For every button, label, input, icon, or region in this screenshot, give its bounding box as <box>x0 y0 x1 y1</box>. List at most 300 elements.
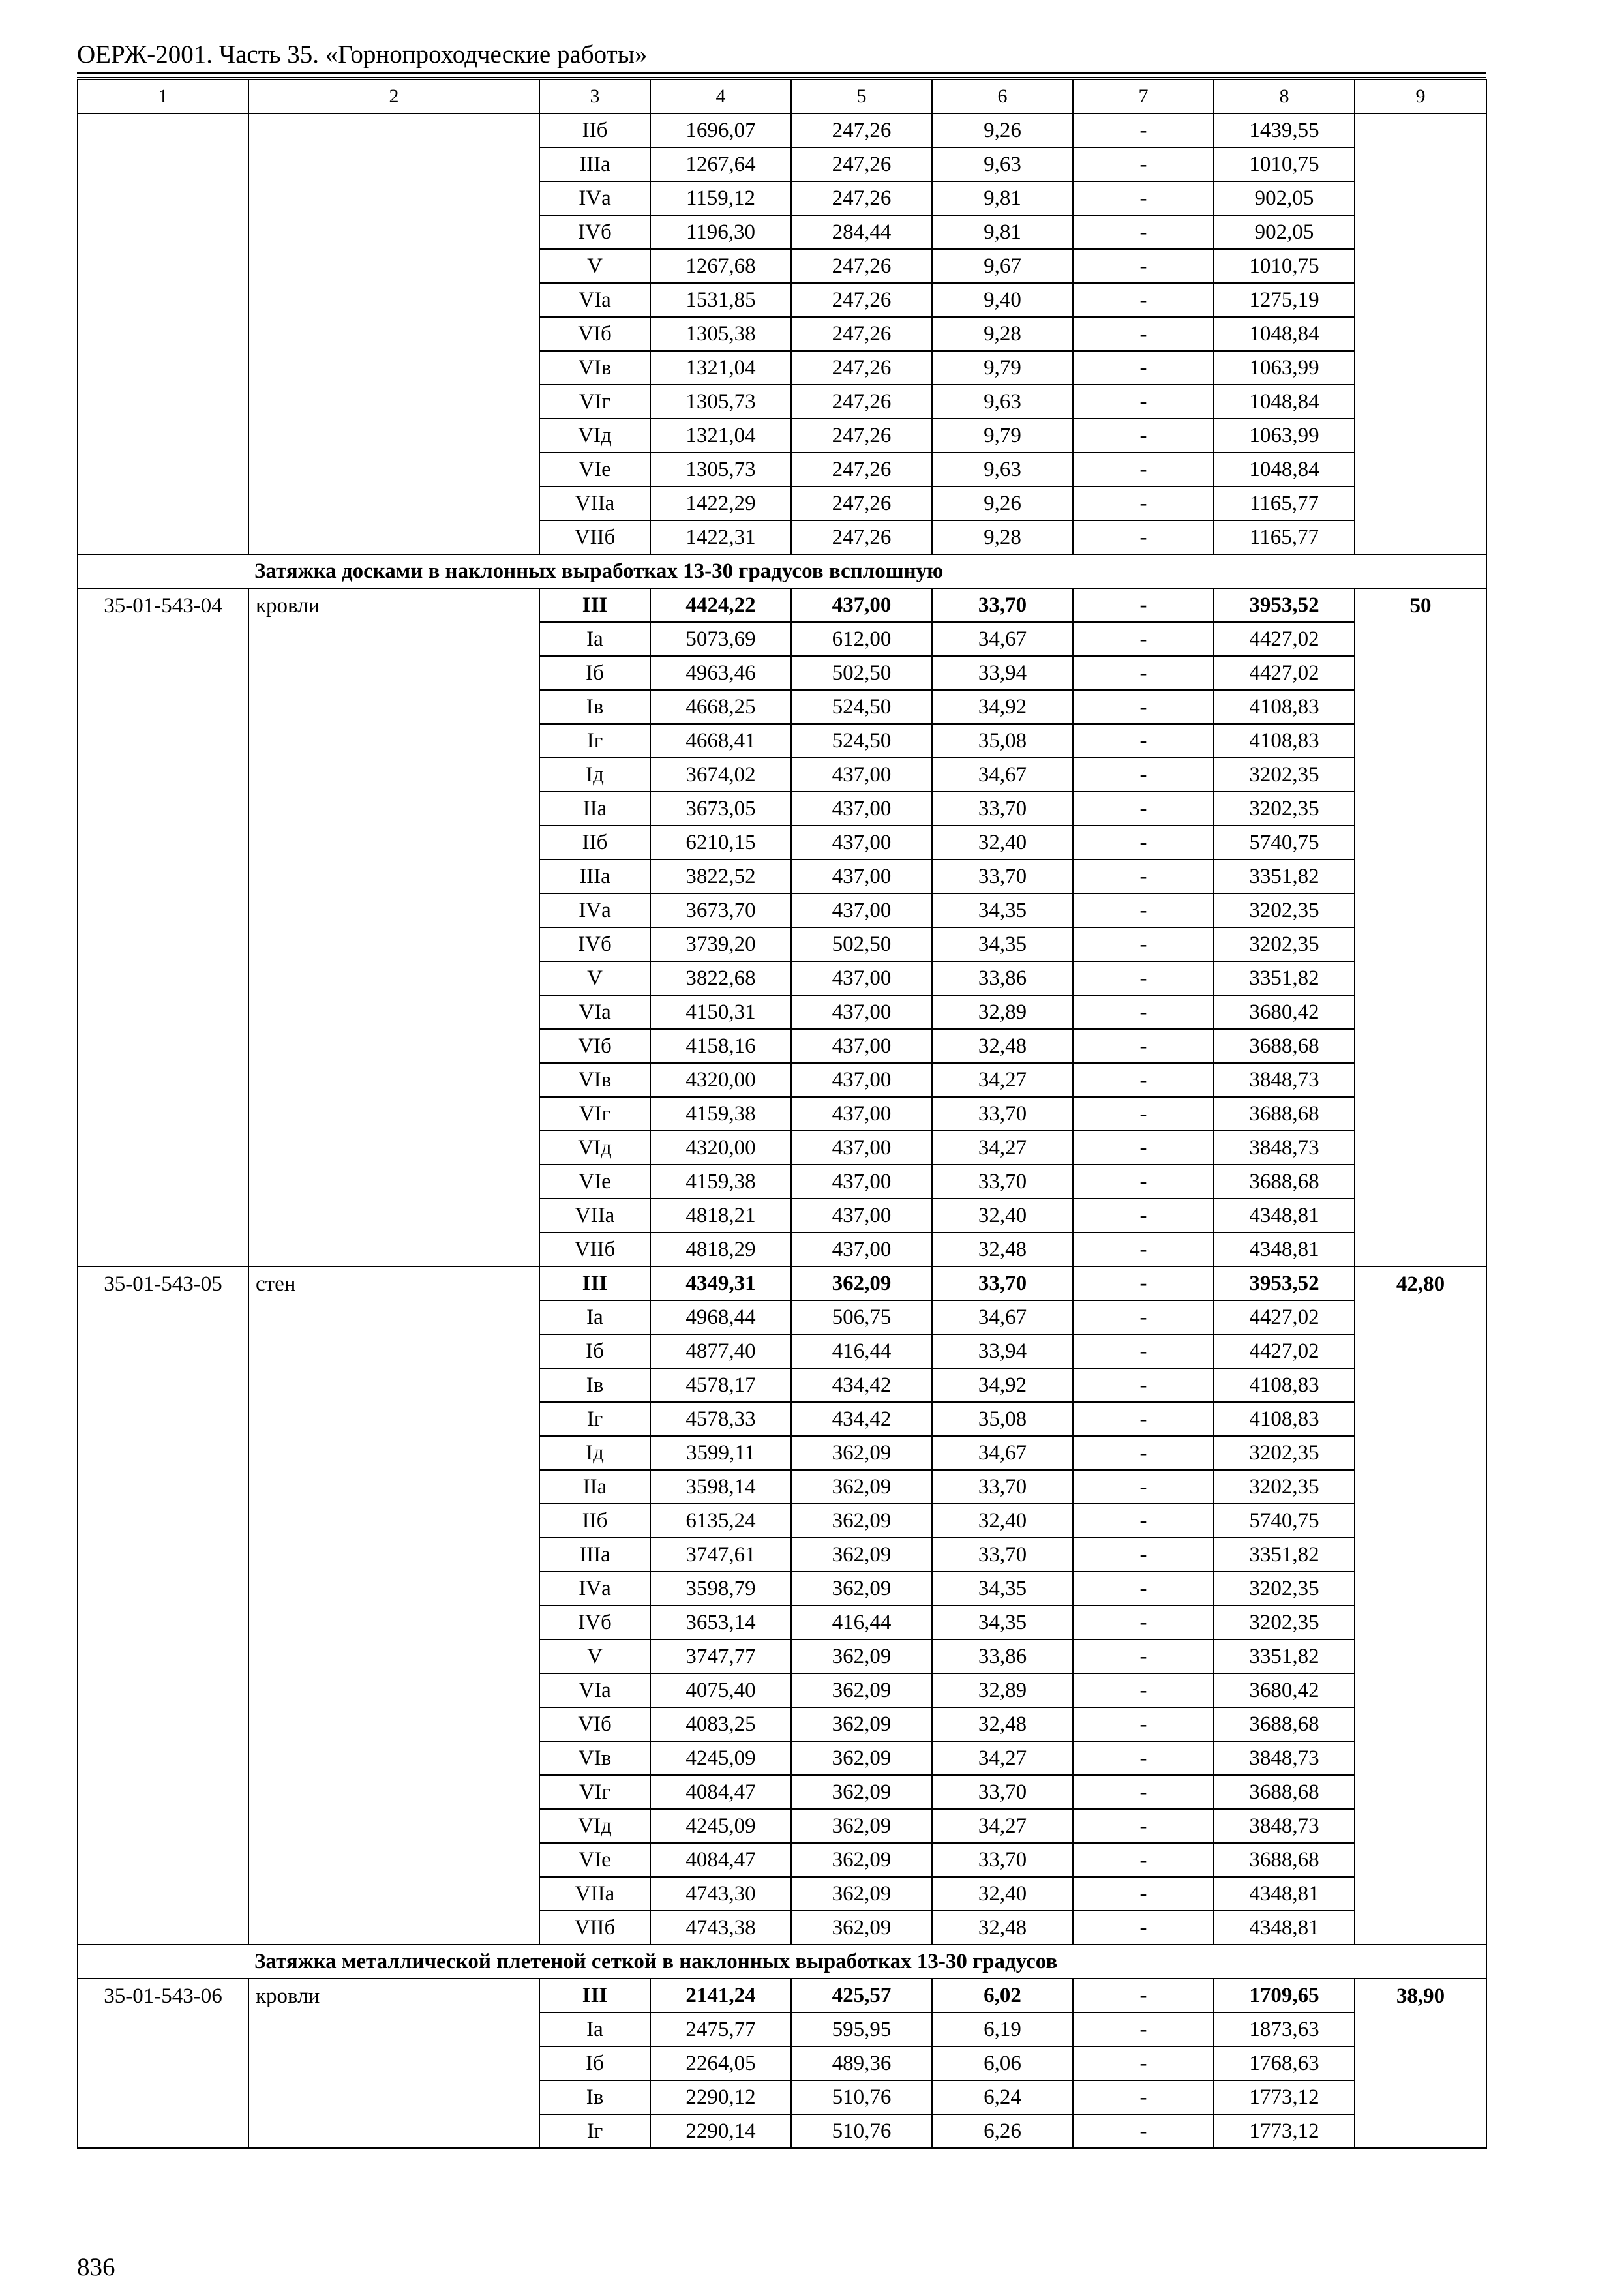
zone-cell: VIд <box>539 419 650 453</box>
extra-value-cell <box>1355 1233 1486 1266</box>
work-name-cell <box>248 1029 539 1063</box>
table-row <box>78 961 1486 995</box>
value-cell: 32,40 <box>932 1877 1073 1911</box>
column-number: 4 <box>650 80 791 113</box>
extra-value-cell <box>1355 724 1486 758</box>
value-cell: 6210,15 <box>650 826 791 860</box>
extra-value-cell <box>1355 1843 1486 1877</box>
rate-code-cell <box>78 283 248 317</box>
header-rule-thin <box>77 77 1486 78</box>
value-cell: 425,57 <box>791 1979 932 2012</box>
zone-cell: IVб <box>539 215 650 249</box>
value-cell: 4877,40 <box>650 1334 791 1368</box>
value-cell: - <box>1073 1063 1214 1097</box>
table-row <box>78 385 1486 419</box>
rate-code-cell <box>78 2080 248 2114</box>
value-cell: 437,00 <box>791 1097 932 1131</box>
table-row <box>78 1979 1486 2012</box>
value-cell: - <box>1073 1334 1214 1368</box>
rate-code-cell <box>78 860 248 893</box>
zone-cell: III <box>539 588 650 622</box>
rate-code-cell <box>78 1063 248 1097</box>
value-cell: 1048,84 <box>1214 317 1355 351</box>
value-cell: 1873,63 <box>1214 2012 1355 2046</box>
extra-value-cell <box>1355 1673 1486 1707</box>
extra-value-cell <box>1355 351 1486 385</box>
value-cell: 3848,73 <box>1214 1741 1355 1775</box>
work-name-cell <box>248 860 539 893</box>
rate-code-cell <box>78 113 248 147</box>
rate-code-cell <box>78 690 248 724</box>
value-cell: - <box>1073 1877 1214 1911</box>
value-cell: - <box>1073 860 1214 893</box>
zone-cell: Iв <box>539 690 650 724</box>
value-cell: - <box>1073 927 1214 961</box>
zone-cell: VIе <box>539 1843 650 1877</box>
rate-code-cell <box>78 1233 248 1266</box>
value-cell: 1422,31 <box>650 520 791 554</box>
rates-table <box>77 79 1487 2149</box>
zone-cell: IIIа <box>539 147 650 181</box>
rate-code-cell <box>78 1572 248 1606</box>
value-cell: 34,27 <box>932 1809 1073 1843</box>
value-cell: 3848,73 <box>1214 1063 1355 1097</box>
rate-code-cell <box>78 758 248 792</box>
work-name-cell <box>248 113 539 147</box>
zone-cell: VIг <box>539 385 650 419</box>
work-name-cell: кровли <box>248 588 539 622</box>
extra-value-cell <box>1355 1165 1486 1199</box>
table-row <box>78 1334 1486 1368</box>
zone-cell: IVа <box>539 893 650 927</box>
value-cell: 3688,68 <box>1214 1775 1355 1809</box>
table-row <box>78 826 1486 860</box>
value-cell: 4075,40 <box>650 1673 791 1707</box>
column-number: 1 <box>78 80 248 113</box>
rate-code-cell <box>78 351 248 385</box>
value-cell: - <box>1073 2012 1214 2046</box>
work-name-cell <box>248 690 539 724</box>
rate-code-cell <box>78 995 248 1029</box>
value-cell: 437,00 <box>791 893 932 927</box>
table-row <box>78 1402 1486 1436</box>
value-cell: 2290,12 <box>650 2080 791 2114</box>
value-cell: - <box>1073 2046 1214 2080</box>
value-cell: 247,26 <box>791 317 932 351</box>
value-cell: 4084,47 <box>650 1843 791 1877</box>
value-cell: 1773,12 <box>1214 2114 1355 2148</box>
rate-code-cell <box>78 486 248 520</box>
extra-value-cell <box>1355 927 1486 961</box>
value-cell: 4348,81 <box>1214 1199 1355 1233</box>
rate-code-cell <box>78 1402 248 1436</box>
rate-code-cell: 35-01-543-06 <box>78 1979 248 2012</box>
value-cell: 1010,75 <box>1214 147 1355 181</box>
value-cell: - <box>1073 724 1214 758</box>
value-cell: 247,26 <box>791 113 932 147</box>
value-cell: 9,26 <box>932 486 1073 520</box>
table-row <box>78 249 1486 283</box>
extra-value-cell <box>1355 1741 1486 1775</box>
rate-code-cell <box>78 927 248 961</box>
rate-code-cell <box>78 1673 248 1707</box>
value-cell: 32,48 <box>932 1029 1073 1063</box>
zone-cell: Iб <box>539 656 650 690</box>
value-cell: - <box>1073 961 1214 995</box>
work-name-cell <box>248 1131 539 1165</box>
value-cell: 284,44 <box>791 215 932 249</box>
extra-value-cell <box>1355 961 1486 995</box>
work-name-cell <box>248 385 539 419</box>
value-cell: - <box>1073 215 1214 249</box>
zone-cell: VIIа <box>539 486 650 520</box>
value-cell: 3822,52 <box>650 860 791 893</box>
extra-value-cell <box>1355 520 1486 554</box>
rate-code-cell <box>78 520 248 554</box>
extra-value-cell <box>1355 1572 1486 1606</box>
zone-cell: VIд <box>539 1809 650 1843</box>
value-cell: 4424,22 <box>650 588 791 622</box>
value-cell: 3598,14 <box>650 1470 791 1504</box>
value-cell: - <box>1073 1504 1214 1538</box>
value-cell: - <box>1073 656 1214 690</box>
rate-code-cell <box>78 1606 248 1639</box>
value-cell: 362,09 <box>791 1470 932 1504</box>
value-cell: 510,76 <box>791 2080 932 2114</box>
value-cell: 3202,35 <box>1214 1572 1355 1606</box>
value-cell: - <box>1073 893 1214 927</box>
table-row <box>78 2046 1486 2080</box>
work-name-cell <box>248 1504 539 1538</box>
table-row <box>78 1300 1486 1334</box>
value-cell: 33,86 <box>932 1639 1073 1673</box>
value-cell: 3680,42 <box>1214 1673 1355 1707</box>
value-cell: 247,26 <box>791 249 932 283</box>
zone-cell: Iд <box>539 1436 650 1470</box>
table-row <box>78 995 1486 1029</box>
table-row <box>78 2012 1486 2046</box>
value-cell: - <box>1073 1131 1214 1165</box>
value-cell: 4427,02 <box>1214 1334 1355 1368</box>
value-cell: 4427,02 <box>1214 622 1355 656</box>
table-row <box>78 656 1486 690</box>
value-cell: 33,70 <box>932 1097 1073 1131</box>
value-cell: - <box>1073 283 1214 317</box>
value-cell: 33,70 <box>932 1470 1073 1504</box>
zone-cell: Iд <box>539 758 650 792</box>
value-cell: 362,09 <box>791 1639 932 1673</box>
table-row <box>78 1538 1486 1572</box>
zone-cell: VIе <box>539 453 650 486</box>
value-cell: 437,00 <box>791 860 932 893</box>
rate-code-cell <box>78 1436 248 1470</box>
table-row <box>78 690 1486 724</box>
value-cell: 3822,68 <box>650 961 791 995</box>
section-heading: Затяжка досками в наклонных выработках 13-30 градусов всплошную <box>78 554 1486 588</box>
value-cell: 2264,05 <box>650 2046 791 2080</box>
value-cell: 32,48 <box>932 1707 1073 1741</box>
work-name-cell <box>248 181 539 215</box>
zone-cell: Iа <box>539 1300 650 1334</box>
value-cell: - <box>1073 758 1214 792</box>
value-cell: 437,00 <box>791 758 932 792</box>
value-cell: 2475,77 <box>650 2012 791 2046</box>
work-name-cell <box>248 1199 539 1233</box>
table-row <box>78 1131 1486 1165</box>
value-cell: 437,00 <box>791 588 932 622</box>
work-name-cell <box>248 147 539 181</box>
rate-code-cell <box>78 961 248 995</box>
work-name-cell <box>248 792 539 826</box>
rate-code-cell <box>78 385 248 419</box>
table-row <box>78 860 1486 893</box>
value-cell: 34,35 <box>932 1572 1073 1606</box>
extra-value-cell <box>1355 181 1486 215</box>
value-cell: 33,94 <box>932 1334 1073 1368</box>
value-cell: 524,50 <box>791 724 932 758</box>
value-cell: - <box>1073 1199 1214 1233</box>
zone-cell: IIа <box>539 1470 650 1504</box>
zone-cell: Iб <box>539 1334 650 1368</box>
extra-value-cell <box>1355 792 1486 826</box>
work-name-cell: кровли <box>248 1979 539 2012</box>
value-cell: 3953,52 <box>1214 588 1355 622</box>
value-cell: 362,09 <box>791 1741 932 1775</box>
zone-cell: VIа <box>539 283 650 317</box>
table-row <box>78 758 1486 792</box>
value-cell: 4963,46 <box>650 656 791 690</box>
value-cell: 3202,35 <box>1214 893 1355 927</box>
value-cell: 3598,79 <box>650 1572 791 1606</box>
zone-cell: IVа <box>539 181 650 215</box>
table-row <box>78 1572 1486 1606</box>
value-cell: 362,09 <box>791 1572 932 1606</box>
value-cell: 9,79 <box>932 419 1073 453</box>
rate-code-cell <box>78 181 248 215</box>
zone-cell: VIIа <box>539 1199 650 1233</box>
extra-value-cell <box>1355 453 1486 486</box>
value-cell: 437,00 <box>791 1165 932 1199</box>
value-cell: 434,42 <box>791 1368 932 1402</box>
table-row <box>78 1673 1486 1707</box>
value-cell: 4427,02 <box>1214 656 1355 690</box>
column-number: 2 <box>248 80 539 113</box>
zone-cell: VIб <box>539 1029 650 1063</box>
value-cell: 4245,09 <box>650 1741 791 1775</box>
work-name-cell <box>248 1843 539 1877</box>
value-cell: - <box>1073 385 1214 419</box>
value-cell: 1439,55 <box>1214 113 1355 147</box>
work-name-cell <box>248 1809 539 1843</box>
value-cell: - <box>1073 317 1214 351</box>
extra-value-cell <box>1355 1402 1486 1436</box>
rate-code-cell <box>78 656 248 690</box>
rate-code-cell <box>78 1368 248 1402</box>
zone-cell: VIб <box>539 1707 650 1741</box>
value-cell: 362,09 <box>791 1266 932 1300</box>
rate-code-cell <box>78 1707 248 1741</box>
value-cell: 4743,38 <box>650 1911 791 1945</box>
value-cell: 9,63 <box>932 147 1073 181</box>
extra-value-cell <box>1355 1606 1486 1639</box>
value-cell: 33,70 <box>932 792 1073 826</box>
value-cell: 437,00 <box>791 961 932 995</box>
rate-code-cell <box>78 724 248 758</box>
value-cell: 416,44 <box>791 1606 932 1639</box>
value-cell: 9,63 <box>932 453 1073 486</box>
value-cell: 3202,35 <box>1214 1470 1355 1504</box>
value-cell: 3953,52 <box>1214 1266 1355 1300</box>
value-cell: 437,00 <box>791 826 932 860</box>
work-name-cell <box>248 1775 539 1809</box>
column-number: 5 <box>791 80 932 113</box>
value-cell: 3351,82 <box>1214 860 1355 893</box>
value-cell: 4108,83 <box>1214 690 1355 724</box>
value-cell: - <box>1073 520 1214 554</box>
value-cell: 247,26 <box>791 419 932 453</box>
zone-cell: III <box>539 1266 650 1300</box>
work-name-cell <box>248 351 539 385</box>
extra-value-cell <box>1355 1300 1486 1334</box>
work-name-cell <box>248 1233 539 1266</box>
value-cell: 4108,83 <box>1214 1368 1355 1402</box>
work-name-cell <box>248 2080 539 2114</box>
value-cell: 489,36 <box>791 2046 932 2080</box>
value-cell: 3202,35 <box>1214 792 1355 826</box>
value-cell: 3747,77 <box>650 1639 791 1673</box>
work-name-cell <box>248 1300 539 1334</box>
extra-value-cell <box>1355 1368 1486 1402</box>
table-row <box>78 1199 1486 1233</box>
rate-code-cell <box>78 1877 248 1911</box>
value-cell: 34,92 <box>932 690 1073 724</box>
value-cell: - <box>1073 2080 1214 2114</box>
work-name-cell <box>248 1402 539 1436</box>
value-cell: 247,26 <box>791 486 932 520</box>
value-cell: 1063,99 <box>1214 351 1355 385</box>
value-cell: 5740,75 <box>1214 1504 1355 1538</box>
value-cell: 3202,35 <box>1214 758 1355 792</box>
value-cell: - <box>1073 1029 1214 1063</box>
value-cell: 34,35 <box>932 927 1073 961</box>
value-cell: 1048,84 <box>1214 385 1355 419</box>
value-cell: 33,70 <box>932 1538 1073 1572</box>
value-cell: 9,40 <box>932 283 1073 317</box>
value-cell: 3673,70 <box>650 893 791 927</box>
zone-cell: IVа <box>539 1572 650 1606</box>
value-cell: 9,63 <box>932 385 1073 419</box>
value-cell: 9,81 <box>932 215 1073 249</box>
value-cell: 416,44 <box>791 1334 932 1368</box>
work-name-cell <box>248 724 539 758</box>
value-cell: 1305,73 <box>650 453 791 486</box>
value-cell: 35,08 <box>932 1402 1073 1436</box>
table-row <box>78 792 1486 826</box>
value-cell: 1165,77 <box>1214 520 1355 554</box>
rate-code-cell <box>78 1639 248 1673</box>
table-row <box>78 520 1486 554</box>
work-name-cell <box>248 283 539 317</box>
zone-cell: IIб <box>539 1504 650 1538</box>
extra-value-cell <box>1355 690 1486 724</box>
value-cell: 4578,17 <box>650 1368 791 1402</box>
column-number: 8 <box>1214 80 1355 113</box>
value-cell: 9,28 <box>932 317 1073 351</box>
value-cell: 32,89 <box>932 1673 1073 1707</box>
table-row <box>78 1639 1486 1673</box>
extra-value-cell <box>1355 147 1486 181</box>
value-cell: - <box>1073 1165 1214 1199</box>
work-name-cell <box>248 1470 539 1504</box>
rate-code-cell <box>78 1809 248 1843</box>
work-name-cell <box>248 2046 539 2080</box>
value-cell: 524,50 <box>791 690 932 724</box>
value-cell: 34,67 <box>932 758 1073 792</box>
extra-value-cell <box>1355 283 1486 317</box>
value-cell: - <box>1073 792 1214 826</box>
value-cell: - <box>1073 1741 1214 1775</box>
extra-value-cell <box>1355 249 1486 283</box>
work-name-cell <box>248 893 539 927</box>
value-cell: 1709,65 <box>1214 1979 1355 2012</box>
work-name-cell <box>248 1436 539 1470</box>
rate-code-cell <box>78 622 248 656</box>
value-cell: 3673,05 <box>650 792 791 826</box>
extra-value-cell <box>1355 656 1486 690</box>
zone-cell: IIIа <box>539 1538 650 1572</box>
table-row <box>78 893 1486 927</box>
zone-cell: Iв <box>539 1368 650 1402</box>
zone-cell: VIг <box>539 1775 650 1809</box>
value-cell: 5073,69 <box>650 622 791 656</box>
value-cell: - <box>1073 1300 1214 1334</box>
value-cell: 502,50 <box>791 656 932 690</box>
table-row <box>78 113 1486 147</box>
rate-code-cell <box>78 1504 248 1538</box>
extra-value-cell <box>1355 1063 1486 1097</box>
rate-code-cell <box>78 419 248 453</box>
table-row <box>78 181 1486 215</box>
extra-value-cell: 42,80 <box>1355 1266 1486 1300</box>
value-cell: 3739,20 <box>650 927 791 961</box>
rate-code-cell <box>78 1775 248 1809</box>
value-cell: 4159,38 <box>650 1097 791 1131</box>
value-cell: 437,00 <box>791 1199 932 1233</box>
column-number: 6 <box>932 80 1073 113</box>
header-rule-thick <box>77 72 1486 74</box>
extra-value-cell <box>1355 1470 1486 1504</box>
value-cell: 247,26 <box>791 351 932 385</box>
value-cell: 33,70 <box>932 860 1073 893</box>
zone-cell: VIд <box>539 1131 650 1165</box>
work-name-cell <box>248 2114 539 2148</box>
work-name-cell <box>248 1572 539 1606</box>
extra-value-cell <box>1355 2114 1486 2148</box>
table-row <box>78 351 1486 385</box>
work-name-cell <box>248 2012 539 2046</box>
table-row <box>78 283 1486 317</box>
work-name-cell <box>248 995 539 1029</box>
value-cell: 1422,29 <box>650 486 791 520</box>
zone-cell: III <box>539 1979 650 2012</box>
value-cell: 33,86 <box>932 961 1073 995</box>
zone-cell: IIб <box>539 113 650 147</box>
value-cell: 34,67 <box>932 1300 1073 1334</box>
rate-code-cell <box>78 792 248 826</box>
table-row <box>78 453 1486 486</box>
zone-cell: VIIб <box>539 520 650 554</box>
value-cell: 247,26 <box>791 283 932 317</box>
